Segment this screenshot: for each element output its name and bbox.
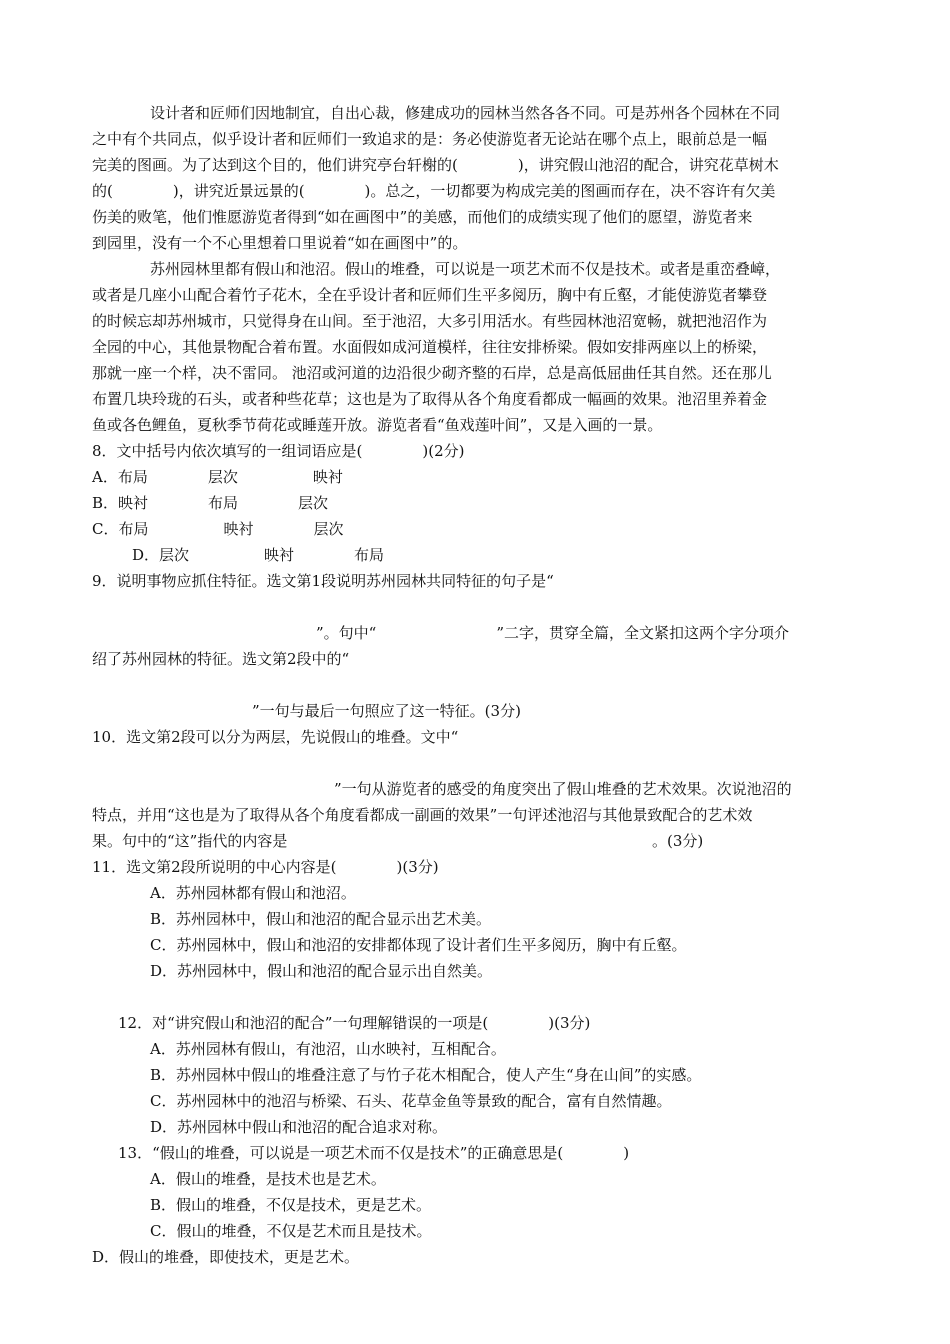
passage-p1-line-1: 设计者和匠师们因地制宜，自出心裁，修建成功的园林当然各各不同。可是苏州各个园林在不同 (150, 104, 781, 122)
q8-option-c: C．布局 映衬 层次 (92, 520, 344, 538)
q13-option-b: B．假山的堆叠，不仅是技术，更是艺术。 (150, 1196, 432, 1214)
passage-p2-line-5: 那就一座一个样，决不雷同。 池沼或河道的边沿很少砌齐整的石岸，总是高低屈曲任其自然。还在那儿 (92, 364, 772, 382)
q13-option-d: D．假山的堆叠，即使技术，更是艺术。 (92, 1248, 360, 1266)
q10-line-2: ”一句从游览者的感受的角度突出了假山堆叠的艺术效果。次说池沼的 (334, 780, 792, 798)
q11-option-c: C．苏州园林中，假山和池沼的安排都体现了设计者们生平多阅历，胸中有丘壑。 (150, 936, 687, 954)
q11-stem: 11．选文第2段所说明的中心内容是( )(3分) (92, 858, 439, 876)
passage-p1-line-3: 完美的图画。为了达到这个目的，他们讲究亭台轩榭的( )，讲究假山池沼的配合，讲究花草树木 (92, 156, 779, 174)
passage-p2-line-7: 鱼或各色鲤鱼，夏秋季节荷花或睡莲开放。游览者看“鱼戏莲叶间”，又是入画的一景。 (92, 416, 663, 434)
q9-line-4: ”一句与最后一句照应了这一特征。(3分) (252, 702, 521, 720)
q12-option-d: D．苏州园林中假山和池沼的配合追求对称。 (150, 1118, 448, 1136)
q9-line-1: 9．说明事物应抓住特征。选文第1段说明苏州园林共同特征的句子是“ (92, 572, 554, 590)
passage-p2-line-1: 苏州园林里都有假山和池沼。假山的堆叠，可以说是一项艺术而不仅是技术。或者是重峦叠嶂， (150, 260, 781, 278)
q8-option-d: D．层次 映衬 布局 (132, 546, 385, 564)
passage-p2-line-2: 或者是几座小山配合着竹子花木，全在乎设计者和匠师们生平多阅历，胸中有丘壑，才能使游览者攀登 (92, 286, 768, 304)
passage-p1-line-4: 的( )，讲究近景远景的( )。总之，一切都要为构成完美的图画而存在，决不容许有欠美 (92, 182, 776, 200)
q12-stem: 12．对“讲究假山和池沼的配合”一句理解错误的一项是( )(3分) (118, 1014, 591, 1032)
q11-option-d: D．苏州园林中，假山和池沼的配合显示出自然美。 (150, 962, 493, 980)
passage-p1-line-6: 到园里，没有一个不心里想着口里说着“如在画图中”的。 (92, 234, 468, 252)
q8-stem: 8．文中括号内依次填写的一组词语应是( )(2分) (92, 442, 465, 460)
passage-p1-line-5: 伤美的败笔，他们惟愿游览者得到“如在画图中”的美感，而他们的成绩实现了他们的愿望，游览者来 (92, 208, 753, 226)
q10-line-1: 10．选文第2段可以分为两层，先说假山的堆叠。文中“ (92, 728, 459, 746)
q8-option-a: A．布局 层次 映衬 (92, 468, 343, 486)
q12-option-c: C．苏州园林中的池沼与桥梁、石头、花草金鱼等景致的配合，富有自然情趣。 (150, 1092, 672, 1110)
q10-line-3: 特点，并用“这也是为了取得从各个角度看都成一副画的效果”一句评述池沼与其他景致配合的艺术效 (92, 806, 753, 824)
passage-p2-line-3: 的时候忘却苏州城市，只觉得身在山间。至于池沼，大多引用活水。有些园林池沼宽畅，就把池沼作为 (92, 312, 768, 330)
passage-p1-line-2: 之中有个共同点，似乎设计者和匠师们一致追求的是：务必使游览者无论站在哪个点上，眼前总是一幅 (92, 130, 768, 148)
q11-option-b: B．苏州园林中，假山和池沼的配合显示出艺术美。 (150, 910, 492, 928)
q8-option-b: B．映衬 布局 层次 (92, 494, 329, 512)
passage-p2-line-6: 布置几块玲珑的石头，或者种些花草；这也是为了取得从各个角度看都成一幅画的效果。池沼里养着金 (92, 390, 768, 408)
q13-option-c: C．假山的堆叠，不仅是艺术而且是技术。 (150, 1222, 432, 1240)
q11-option-a: A．苏州园林都有假山和池沼。 (150, 884, 356, 902)
passage-p2-line-4: 全园的中心，其他景物配合着布置。水面假如成河道模样，往往安排桥梁。假如安排两座以上的桥梁， (92, 338, 768, 356)
q13-option-a: A．假山的堆叠，是技术也是艺术。 (150, 1170, 386, 1188)
q12-option-b: B．苏州园林中假山的堆叠注意了与竹子花木相配合，使人产生“身在山间”的实感。 (150, 1066, 702, 1084)
q9-line-2: ”。句中“ ”二字，贯穿全篇，全文紧扣这两个字分项介 (316, 624, 790, 642)
q13-stem: 13．“假山的堆叠，可以说是一项艺术而不仅是技术”的正确意思是( ) (118, 1144, 630, 1162)
q10-line-4a: 果。句中的“这”指代的内容是 (92, 832, 288, 850)
q9-line-3: 绍了苏州园林的特征。选文第2段中的“ (92, 650, 350, 668)
q10-line-4b: 。(3分) (652, 832, 704, 850)
q12-option-a: A．苏州园林有假山，有池沼，山水映衬，互相配合。 (150, 1040, 506, 1058)
